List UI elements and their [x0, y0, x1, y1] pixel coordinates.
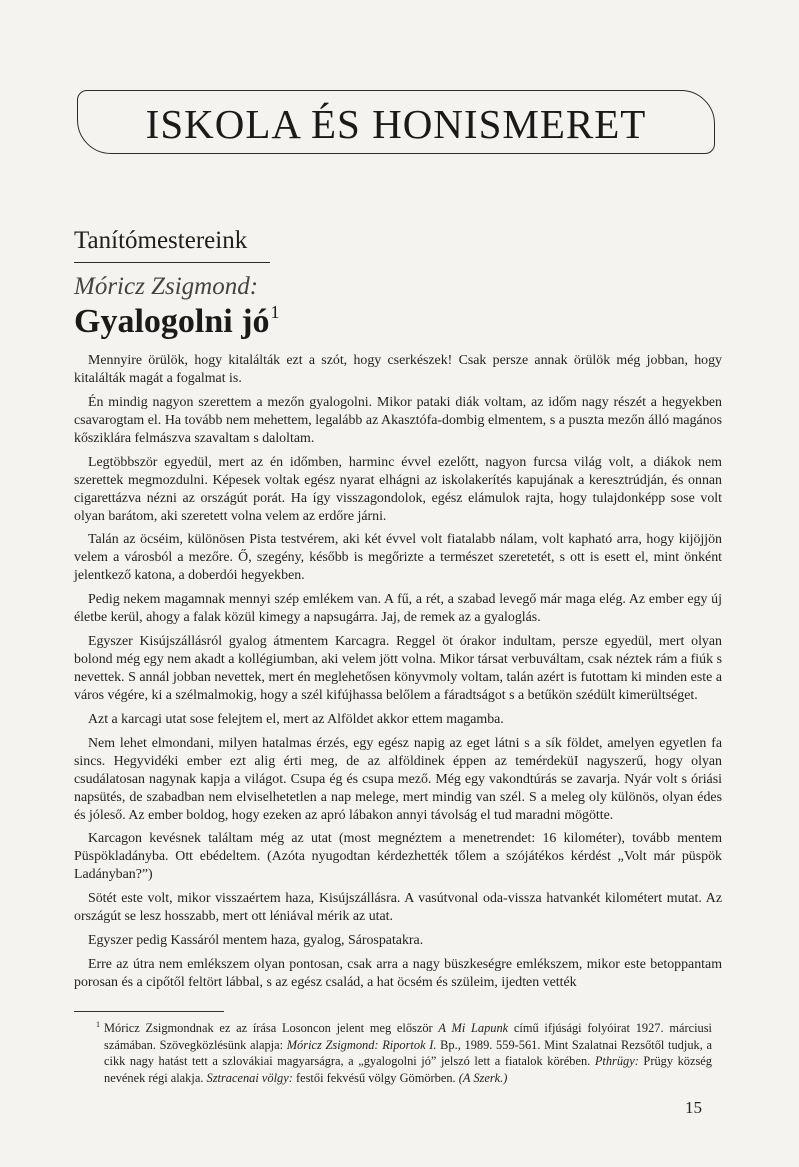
section-underline [74, 262, 270, 263]
paragraph-8: Nem lehet elmondani, milyen hatalmas érzés, egy egész napig az eget látni s a sík földet, amelyen egyetlen fa sincs. Hegyvidéki ember ezt alig érti meg, de az alföldinek éppen az temérdeküI nagyszerű, hogy olyan csudálatosan nagynak kapja a világot. Csupa ég és csupa mező. Még egy vakondtúrás se zavarja. Nyár volt s óriási napsütés, de szabadban nem elviselhetetlen a nap melege, mert mindig van szél. S a meleg oly különös, olyan édes és jóleső. Az ember boldog, hogy ezeken az apró lábakon annyi távolság el tud maradni mögötte. [74, 735, 722, 823]
footnote-text-3: Bp., 1989. 559-561. Mint Szalatnai Rezsőtől tudjuk, a cikk nagy hatást tett a szlovákiai magyarságra, a „gyalogolni jó” jelszó lett a fiatalok körében. [104, 1037, 712, 1069]
article-body [74, 352, 722, 998]
footnote-mark: 1 [96, 1020, 100, 1029]
footnote-reference: 1 [270, 302, 280, 322]
footnote-text-4: Prügy község nevének régi alakja. [104, 1054, 712, 1085]
paragraph-12: Erre az útra nem emlékszem olyan pontosan, csak arra a nagy büszkeségre emlékszem, mikor este betoppantam porosan és a cipőtől feltört lábbal, s az egész család, a hat öcsém és szüleim, ijedten vették [74, 956, 722, 990]
paragraph-10: Sötét este volt, mikor visszaértem haza, Kisújszállásra. A vasútvonal oda-vissza hatvankét kilométert mutat. Az országút se lesz hosszabb, mert ott léniával mérik az utat. [74, 891, 722, 925]
section-heading: Tanítómestereink [74, 227, 248, 254]
page-number: 15 [685, 1098, 702, 1117]
banner-title: ISKOLA ÉS HONISMERET [145, 101, 647, 147]
footnote [96, 1017, 712, 1086]
paragraph-3: Legtöbbször egyedül, mert az én időmben, harminc évvel ezelőtt, nagyon furcsa világ volt, a diákok nem szerettek megmozdulni. Képesek voltak egész nyarat elhágni az iskolakerítés kapujának a keresztrúdján, és onnan cigarettázva nézni az országút porát. Ha így visszagondolok, egész elámulok rajta, hogy tulajdonképp sose volt olyan barátom, aki szeretett volna velem az erdőre járni. [74, 454, 722, 524]
footnote-text-1: Móricz Zsigmondnak ez az írása Losoncon jelent meg először [104, 1021, 439, 1036]
footnote-text-5: festői fekvésű völgy Gömörben. [292, 1070, 459, 1085]
footnote-italic-3: Pthrügy: [594, 1054, 639, 1069]
footnote-italic-1: A Mi Lapunk [438, 1021, 509, 1036]
paragraph-2: Én mindig nagyon szerettem a mezőn gyalogolni. Mikor pataki diák voltam, az időm nagy részét a hegyekben csavarogtam el. Ha tovább nem mehettem, legalább az Akasztófa-dombig elmentem, s a puszta mezőn álló magános kősziklára felmászva szavaltam s daloltam. [74, 394, 722, 446]
footnote-italic-4: Sztracenai völgy: [206, 1070, 293, 1085]
section-banner [77, 90, 715, 154]
paragraph-6: Egyszer Kisújszállásról gyalog átmentem Karcagra. Reggel öt órakor indultam, persze egyedül, mert olyan bolond még egy nem akadt a kollégiumban, aki velem jött volna. Mikor társat verbuváltam, csak néztek rám a fiúk s nevettek. S annál jobban nevettek, mert én meglehetősen könyvmoly voltam, talán azért is futottam ki minden este a város végére, ki a szélmalmokig, hogy a szél kifújhassa belőlem a fáradtságot s a betűkön szédült kimerültséget. [74, 633, 722, 703]
paragraph-1: Mennyire örülök, hogy kitalálták ezt a szót, hogy cserkészek! Csak persze annak örülök még jobban, hogy kitalálták magát a fogalmat is. [74, 353, 722, 386]
paragraph-5: Pedig nekem magamnak mennyi szép emlékem van. A fű, a rét, a szabad levegő már maga elég. Az ember egy új életbe kerül, ahogy a falak közül kimegy a napsugárra. Jaj, de remek az a gyaloglás. [74, 592, 722, 626]
article-title [74, 302, 280, 341]
footnote-italic-2: Móricz Zsigmond: Riportok I. [286, 1037, 437, 1052]
footnote-text-2: című ifjúsági folyóirat 1927. márciusi számában. Szövegközlésünk alapja: [104, 1021, 712, 1052]
footnote-italic-5: (A Szerk.) [458, 1070, 508, 1085]
footnote-separator [74, 1011, 224, 1012]
paragraph-9: Karcagon kevésnek találtam még az utat (most megnéztem a menetrendet: 16 kilométer), tovább mentem Püspökladányba. Ott ebédeltem. (Azóta nyugodtan kérdezhették tőlem a szójátékos kérdést „Volt már püspök Ladányban?”) [74, 831, 722, 883]
article-title-text: Gyalogolni jó [74, 303, 270, 340]
paragraph-7: Azt a karcagi utat sose felejtem el, mert az Alföldet akkor ettem magamba. [88, 711, 504, 727]
author-name: Móricz Zsigmond: [74, 273, 259, 300]
paragraph-4: Talán az öcséim, különösen Pista testvérem, aki két évvel volt fiatalabb nálam, volt kapható arra, hogy kijöjjön velem a városból a mezőre. Ő, szegény, később is megőrizte a természet szeretetét, s ott is esett el, mint önként jelentkező katona, a doberdói hegyekben. [74, 532, 722, 584]
paragraph-11: Egyszer pedig Kassáról mentem haza, gyalog, Sárospatakra. [88, 932, 424, 948]
